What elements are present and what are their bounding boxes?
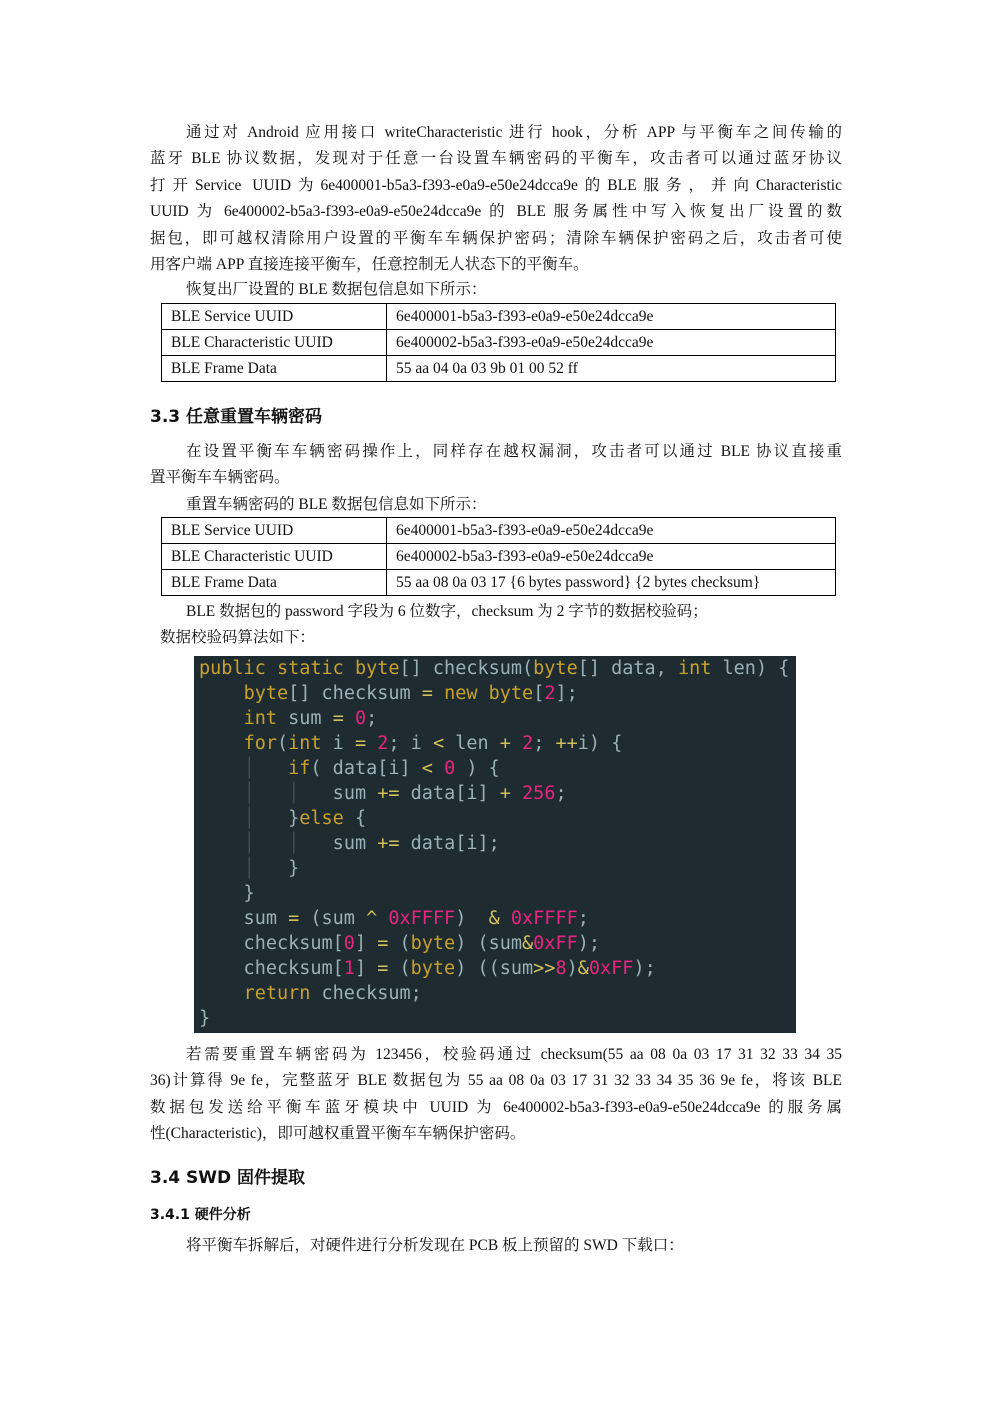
checksum-example-paragraph [150, 1042, 842, 1148]
code-line: │ }else { [243, 808, 367, 829]
text-line: 通过对 Android 应用接口 writeCharacteristic 进行 hook，分析 APP 与平衡车之间传输的 [186, 124, 842, 141]
code-line: checksum[0] = (byte) (sum&0xFF); [199, 933, 601, 954]
table-row [162, 518, 836, 544]
code-line: int sum = 0; [243, 708, 378, 729]
reset-password-table-caption: 重置车辆密码的 BLE 数据包信息如下所示： [186, 496, 487, 513]
text-line: 数据包发送给平衡车蓝牙模块中 UUID 为 6e400002-b5a3-f393-e0a9-e50e24dcca9e 的服务属 [150, 1098, 842, 1116]
table-cell-value: 6e400001-b5a3-f393-e0a9-e50e24dcca9e [387, 518, 836, 544]
algorithm-caption: 数据校验码算法如下： [160, 629, 316, 646]
code-line: public static byte[] checksum(byte[] data, int len) { [199, 658, 790, 679]
text-line: 用客户端 APP 直接连接平衡车，任意控制无人状态下的平衡车。 [150, 255, 589, 273]
factory-reset-table [161, 303, 836, 382]
checksum-code-block [194, 656, 796, 1033]
code-line: │ │ sum += data[i]; [243, 833, 500, 854]
text-line: UUID 为 6e400002-b5a3-f393-e0a9-e50e24dcca9e 的 BLE 服务属性中写入恢复出厂设置的数 [150, 203, 842, 221]
code-line: checksum[1] = (byte) ((sum>>8)&0xFF); [199, 958, 656, 979]
text-line: 打开Service UUID为6e400001-b5a3-f393-e0a9-e50e24dcca9e的BLE服务，并向Characteristic [150, 176, 842, 194]
code-listing [194, 656, 796, 1031]
table-cell-key: BLE Characteristic UUID [162, 544, 387, 570]
intro-paragraph [150, 120, 842, 278]
table-cell-key: BLE Service UUID [162, 518, 387, 544]
reset-password-table [161, 517, 836, 596]
table-row [162, 570, 836, 596]
text-line: 在设置平衡车车辆密码操作上，同样存在越权漏洞，攻击者可以通过 BLE 协议直接重 [186, 443, 842, 460]
table-cell-key: BLE Characteristic UUID [162, 330, 387, 356]
code-line: │ │ sum += data[i] + 256; [243, 783, 567, 804]
subsection-heading-3-4-1: 3.4.1 硬件分析 [150, 1207, 251, 1223]
table-cell-key: BLE Frame Data [162, 356, 387, 382]
code-line: for(int i = 2; i < len + 2; ++i) { [243, 733, 623, 754]
table-cell-value: 6e400002-b5a3-f393-e0a9-e50e24dcca9e [387, 544, 836, 570]
table-row [162, 544, 836, 570]
code-line: } [199, 1008, 211, 1029]
table-cell-value: 6e400001-b5a3-f393-e0a9-e50e24dcca9e [387, 304, 836, 330]
code-line: │ if( data[i] < 0 ) { [243, 758, 500, 779]
text-line: 据包，即可越权清除用户设置的平衡车车辆保护密码；清除车辆保护密码之后，攻击者可使 [150, 229, 842, 247]
section-heading-3-3: 3.3 任意重置车辆密码 [150, 407, 323, 427]
text-line: 性(Characteristic)，即可越权重置平衡车车辆保护密码。 [150, 1125, 526, 1143]
password-note: BLE 数据包的 password 字段为 6 位数字，checksum 为 2 字节的数据校验码； [186, 603, 708, 620]
swd-intro-line: 将平衡车拆解后，对硬件进行分析发现在 PCB 板上预留的 SWD 下载口： [186, 1237, 684, 1254]
table-row [162, 356, 836, 382]
text-line: 置平衡车车辆密码。 [150, 469, 290, 487]
factory-reset-table-caption: 恢复出厂设置的 BLE 数据包信息如下所示： [186, 281, 487, 298]
table-row [162, 330, 836, 356]
table-cell-value: 55 aa 08 0a 03 17 {6 bytes password} {2 bytes checksum} [387, 570, 836, 596]
table-cell-key: BLE Frame Data [162, 570, 387, 596]
code-line: byte[] checksum = new byte[2]; [243, 683, 578, 704]
table-cell-value: 6e400002-b5a3-f393-e0a9-e50e24dcca9e [387, 330, 836, 356]
code-line: } [199, 883, 255, 904]
table-cell-value: 55 aa 04 0a 03 9b 01 00 52 ff [387, 356, 836, 382]
text-line: 36)计算得 9e fe，完整蓝牙 BLE 数据包为 55 aa 08 0a 03 17 31 32 33 34 35 36 9e fe，将该 BLE [150, 1072, 842, 1090]
text-line: 蓝牙 BLE 协议数据，发现对于任意一台设置车辆密码的平衡车，攻击者可以通过蓝牙协议 [150, 150, 842, 168]
text-line: 若需要重置车辆密码为 123456，校验码通过 checksum(55 aa 08 0a 03 17 31 32 33 34 35 [186, 1046, 842, 1063]
code-line: return checksum; [243, 983, 422, 1004]
table-row [162, 304, 836, 330]
code-line: │ } [243, 858, 300, 879]
code-line: sum = (sum ^ 0xFFFF) & 0xFFFF; [199, 908, 589, 929]
table-cell-key: BLE Service UUID [162, 304, 387, 330]
section-3-3-paragraph [150, 439, 842, 492]
section-heading-3-4: 3.4 SWD 固件提取 [150, 1168, 306, 1188]
